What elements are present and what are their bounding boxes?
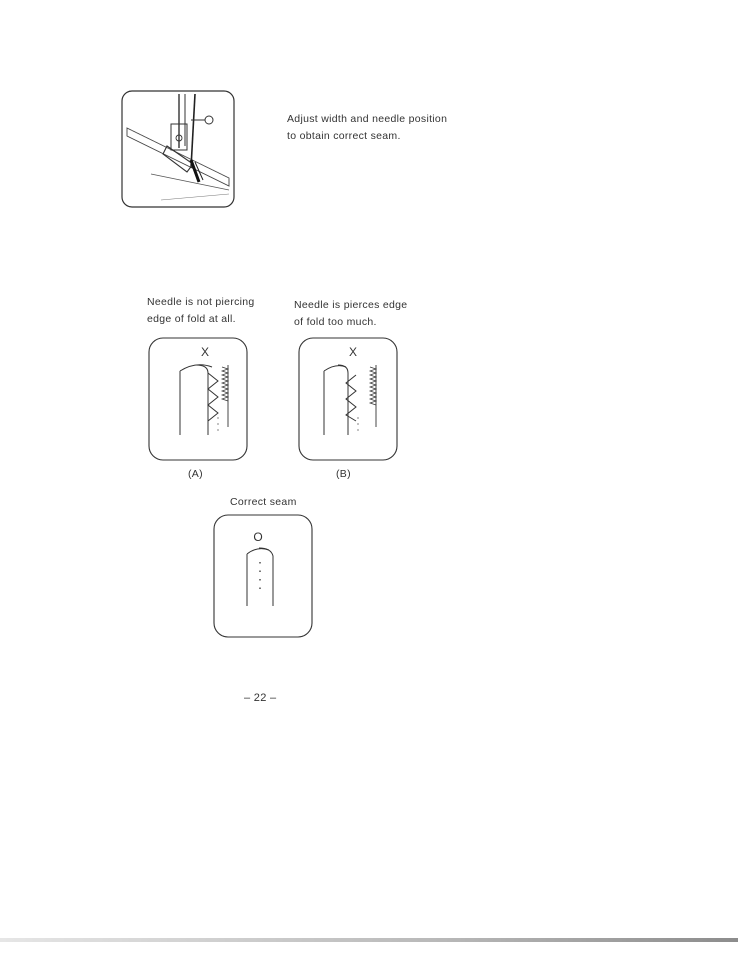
- seam-a-mark: X: [200, 345, 210, 359]
- seam-figure-correct: [213, 514, 313, 638]
- instruction-text: [287, 111, 467, 145]
- seam-figure-a: [148, 337, 248, 461]
- caption-a: [147, 294, 267, 328]
- seam-figure-b: [298, 337, 398, 461]
- seam-b-mark: X: [348, 345, 358, 359]
- caption-a-line-1: Needle is not piercing: [147, 296, 255, 308]
- figure-a-label: (A): [188, 468, 203, 480]
- instruction-line-2: to obtain correct seam.: [287, 130, 401, 142]
- figure-b-label: (B): [336, 468, 351, 480]
- caption-b: [294, 297, 414, 331]
- page-number: – 22 –: [244, 692, 277, 704]
- caption-b-line-2: of fold too much.: [294, 316, 377, 328]
- scan-bottom-edge: [0, 938, 738, 942]
- seam-correct-mark: O: [253, 530, 263, 544]
- presser-foot-illustration: [121, 90, 235, 208]
- caption-a-line-2: edge of fold at all.: [147, 313, 236, 325]
- instruction-line-1: Adjust width and needle position: [287, 113, 448, 125]
- caption-b-line-1: Needle is pierces edge: [294, 299, 408, 311]
- caption-correct-seam: Correct seam: [230, 496, 297, 508]
